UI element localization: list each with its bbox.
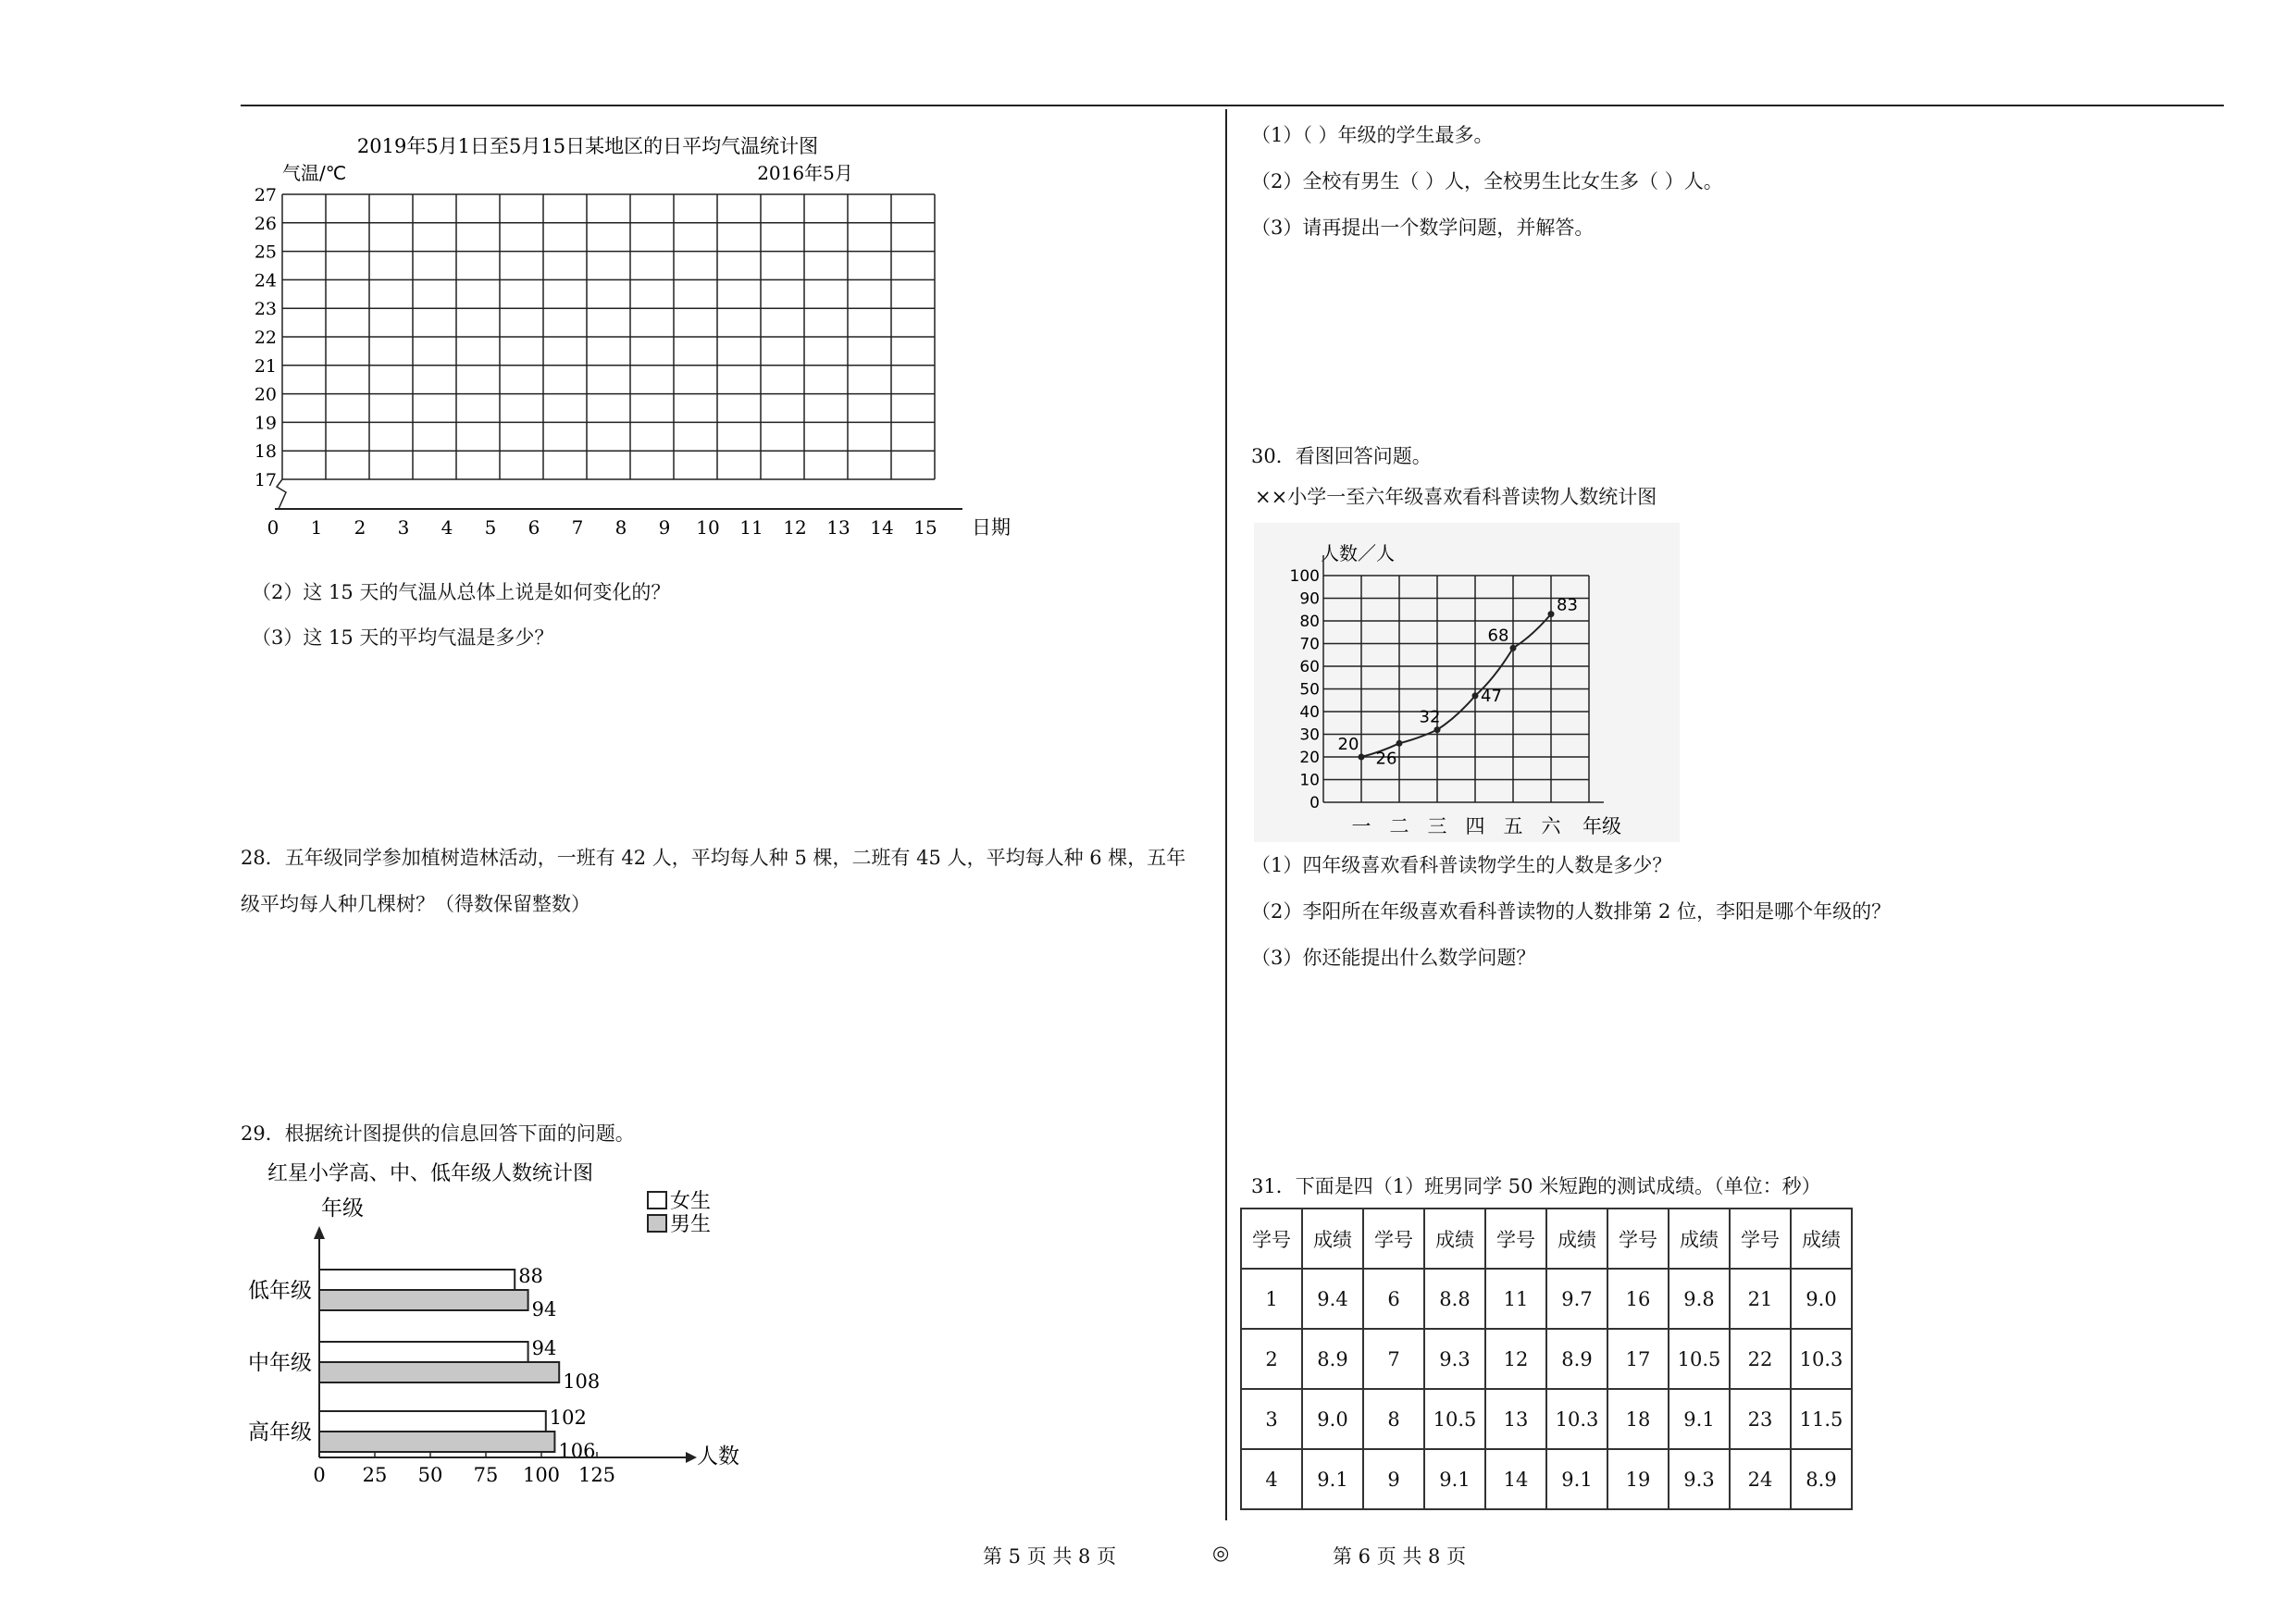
x-tick-label: 14 — [870, 516, 894, 539]
x-tick-label: 五 — [1503, 815, 1523, 837]
footer-page-right: 第 6 页 共 8 页 — [1333, 1545, 1467, 1568]
y-tick-label: 18 — [254, 441, 277, 463]
chart-xlabel: 日期 — [972, 516, 1011, 539]
y-tick-label: 90 — [1299, 589, 1320, 609]
x-tick-label: 1 — [310, 516, 323, 539]
table-cell: 9.1 — [1302, 1449, 1363, 1509]
bar-chart-title: 红星小学高、中、低年级人数统计图 — [267, 1162, 594, 1185]
table-cell: 9.3 — [1424, 1329, 1485, 1389]
y-tick-label: 27 — [254, 185, 277, 205]
table-cell: 9.0 — [1302, 1389, 1363, 1449]
table-cell: 11 — [1485, 1269, 1546, 1329]
table-cell: 4 — [1241, 1449, 1302, 1509]
table-cell: 8.9 — [1791, 1449, 1852, 1509]
x-tick-label: 15 — [913, 516, 937, 539]
y-tick-label: 22 — [254, 328, 277, 348]
bar-boys — [319, 1432, 554, 1452]
y-tick-label: 20 — [254, 384, 277, 405]
y-tick-label: 0 — [1309, 794, 1320, 812]
x-tick-label: 6 — [527, 516, 540, 539]
reading-line-chart — [1254, 523, 1680, 842]
reading-point — [1548, 611, 1555, 617]
table-cell: 23 — [1730, 1389, 1791, 1449]
q30-sub2: （2）李阳所在年级喜欢看科普读物的人数排第 2 位，李阳是哪个年级的？ — [1251, 900, 1892, 923]
footer-center-mark: ◎ — [1212, 1542, 1230, 1564]
chart-subtitle: 2016年5月 — [757, 162, 853, 184]
y-tick-labels — [254, 185, 277, 490]
table-cell: 3 — [1241, 1389, 1302, 1449]
reading-point — [1396, 740, 1403, 747]
bar-value-label: 106 — [558, 1440, 596, 1462]
y-tick-label: 26 — [254, 213, 277, 234]
q29-sub1: （1）（ ）年级的学生最多。 — [1251, 124, 1494, 146]
table-cell: 10.3 — [1791, 1329, 1852, 1389]
legend-label-girls: 女生 — [670, 1190, 712, 1213]
bar-value-label: 94 — [531, 1337, 557, 1359]
bar-chart-ylabel: 年级 — [321, 1196, 364, 1221]
reading-point — [1359, 754, 1365, 761]
q31-title: 31．下面是四（1）班男同学 50 米短跑的测试成绩。（单位：秒） — [1251, 1175, 1821, 1197]
y-tick-label: 10 — [1299, 771, 1320, 790]
header-cell: 学号 — [1363, 1209, 1424, 1269]
header-cell: 成绩 — [1424, 1209, 1485, 1269]
scores-table — [1240, 1208, 1853, 1510]
x-tick-label: 5 — [484, 516, 497, 539]
x-tick-label: 2 — [354, 516, 366, 539]
table-cell: 11.5 — [1791, 1389, 1852, 1449]
x-tick-label: 50 — [417, 1464, 443, 1486]
x-tick-label: 11 — [739, 516, 763, 539]
table-cell: 22 — [1730, 1329, 1791, 1389]
table-cell: 9.1 — [1546, 1449, 1607, 1509]
table-cell: 9.0 — [1791, 1269, 1852, 1329]
axis-break-mark — [277, 479, 286, 509]
header-cell: 成绩 — [1546, 1209, 1607, 1269]
bar-girls — [319, 1270, 515, 1290]
reading-point — [1434, 726, 1441, 733]
table-cell: 14 — [1485, 1449, 1546, 1509]
column-divider — [1225, 109, 1227, 1520]
y-tick-label: 40 — [1299, 703, 1320, 722]
q30-sub1: （1）四年级喜欢看科普读物学生的人数是多少？ — [1251, 854, 1672, 876]
reading-point — [1472, 692, 1479, 699]
x-tick-label: 3 — [397, 516, 410, 539]
reading-value-label: 26 — [1375, 749, 1397, 769]
reading-chart-ylabel: 人数／人 — [1321, 542, 1395, 564]
x-tick-label: 25 — [362, 1464, 388, 1486]
reading-value-label: 47 — [1481, 686, 1502, 706]
category-label: 低年级 — [248, 1279, 312, 1303]
x-tick-label: 13 — [826, 516, 850, 539]
top-rule — [241, 105, 2224, 106]
table-cell: 9.7 — [1546, 1269, 1607, 1329]
table-cell: 8.9 — [1302, 1329, 1363, 1389]
y-axis-arrow — [314, 1226, 325, 1239]
category-label: 中年级 — [248, 1351, 312, 1375]
y-tick-label: 23 — [254, 299, 277, 320]
reading-chart-xlabel: 年级 — [1582, 815, 1621, 837]
table-cell: 9.1 — [1424, 1449, 1485, 1509]
header-cell: 成绩 — [1669, 1209, 1730, 1269]
chart-title: 2019年5月1日至5月15日某地区的日平均气温统计图 — [356, 135, 819, 157]
x-tick-labels — [267, 516, 937, 539]
q30-sub3: （3）你还能提出什么数学问题？ — [1251, 947, 1536, 969]
legend — [648, 1190, 711, 1236]
table-cell: 1 — [1241, 1269, 1302, 1329]
y-tick-label: 50 — [1299, 680, 1320, 700]
bar-boys — [319, 1362, 559, 1382]
table-row — [1241, 1269, 1852, 1329]
y-tick-label: 25 — [254, 242, 277, 263]
q29-sub2: （2）全校有男生（ ）人，全校男生比女生多（ ）人。 — [1251, 170, 1723, 192]
y-tick-label: 21 — [254, 355, 277, 377]
table-cell: 10.5 — [1424, 1389, 1485, 1449]
x-tick-label: 4 — [441, 516, 453, 539]
header-cell: 成绩 — [1791, 1209, 1852, 1269]
table-row — [1241, 1329, 1852, 1389]
x-tick-label: 二 — [1389, 815, 1409, 837]
y-tick-label: 24 — [254, 270, 277, 291]
grade-bar-chart — [236, 1152, 754, 1494]
table-cell: 9.1 — [1669, 1389, 1730, 1449]
legend-swatch-boys — [648, 1215, 666, 1232]
header-cell: 学号 — [1607, 1209, 1669, 1269]
header-cell: 学号 — [1730, 1209, 1791, 1269]
y-tick-label: 17 — [254, 470, 277, 490]
bar-value-label: 102 — [549, 1407, 587, 1429]
table-header-row — [1241, 1209, 1852, 1269]
table-cell: 12 — [1485, 1329, 1546, 1389]
reading-chart-title: ××小学一至六年级喜欢看科普读物人数统计图 — [1255, 486, 1657, 508]
table-cell: 10.5 — [1669, 1329, 1730, 1389]
y-tick-label: 30 — [1299, 725, 1320, 745]
table-cell: 9.4 — [1302, 1269, 1363, 1329]
table-cell: 9.8 — [1669, 1269, 1730, 1329]
y-tick-label: 20 — [1299, 749, 1320, 767]
reading-value-label: 32 — [1419, 707, 1441, 727]
table-cell: 9.3 — [1669, 1449, 1730, 1509]
table-cell: 9 — [1363, 1449, 1424, 1509]
chart-ylabel: 气温/℃ — [282, 162, 347, 184]
y-tick-label: 19 — [254, 413, 277, 434]
reading-value-label: 20 — [1337, 735, 1359, 754]
q28-line1: 28．五年级同学参加植树造林活动，一班有 42 人，平均每人种 5 棵，二班有 45 人，平均每人种 6 棵，五年 — [241, 847, 1186, 869]
y-tick-label: 100 — [1289, 567, 1320, 586]
x-tick-label: 一 — [1351, 815, 1371, 837]
table-cell: 19 — [1607, 1449, 1669, 1509]
footer-page-left: 第 5 页 共 8 页 — [983, 1545, 1117, 1568]
table-row — [1241, 1449, 1852, 1509]
y-tick-label: 80 — [1299, 613, 1320, 631]
x-tick-label: 125 — [577, 1464, 616, 1486]
x-tick-label: 8 — [614, 516, 627, 539]
table-cell: 6 — [1363, 1269, 1424, 1329]
table-cell: 13 — [1485, 1389, 1546, 1449]
y-tick-label: 70 — [1299, 635, 1320, 654]
q28-line2: 级平均每人种几棵树？（得数保留整数） — [241, 893, 590, 915]
x-tick-label: 7 — [571, 516, 584, 539]
table-cell: 7 — [1363, 1329, 1424, 1389]
table-cell: 21 — [1730, 1269, 1791, 1329]
header-cell: 成绩 — [1302, 1209, 1363, 1269]
table-cell: 8 — [1363, 1389, 1424, 1449]
legend-label-boys: 男生 — [670, 1213, 712, 1236]
bar-value-label: 108 — [563, 1370, 601, 1393]
y-tick-label: 60 — [1299, 658, 1320, 676]
legend-swatch-girls — [648, 1192, 666, 1209]
x-tick-label: 三 — [1427, 815, 1447, 837]
x-tick-label: 0 — [313, 1464, 326, 1486]
bar-girls — [319, 1342, 528, 1362]
x-tick-label: 四 — [1465, 815, 1485, 837]
table-cell: 8.8 — [1424, 1269, 1485, 1329]
header-cell: 学号 — [1241, 1209, 1302, 1269]
bar-girls — [319, 1411, 546, 1432]
x-axis-arrow — [686, 1452, 697, 1463]
bar-value-label: 88 — [518, 1265, 543, 1287]
bar-boys — [319, 1290, 528, 1310]
category-label: 高年级 — [248, 1420, 312, 1444]
table-cell: 17 — [1607, 1329, 1669, 1389]
table-cell: 2 — [1241, 1329, 1302, 1389]
reading-value-label: 68 — [1487, 626, 1509, 646]
table-cell: 8.9 — [1546, 1329, 1607, 1389]
temperature-chart — [241, 130, 1036, 546]
chart-grid — [275, 194, 962, 509]
x-tick-label: 10 — [696, 516, 720, 539]
x-tick-label: 0 — [267, 516, 279, 539]
q27-sub2: （2）这 15 天的气温从总体上说是如何变化的？ — [252, 581, 671, 603]
q29-title: 29．根据统计图提供的信息回答下面的问题。 — [241, 1122, 635, 1145]
x-tick-label: 六 — [1541, 815, 1561, 837]
q27-sub3: （3）这 15 天的平均气温是多少？ — [252, 626, 554, 649]
bar-chart-xlabel: 人数 — [697, 1444, 739, 1469]
table-cell: 18 — [1607, 1389, 1669, 1449]
x-tick-label: 75 — [473, 1464, 499, 1486]
table-cell: 24 — [1730, 1449, 1791, 1509]
bar-marks — [248, 1265, 600, 1462]
table-cell: 16 — [1607, 1269, 1669, 1329]
reading-value-label: 83 — [1557, 595, 1578, 615]
table-cell: 10.3 — [1546, 1389, 1607, 1449]
x-tick-label: 12 — [783, 516, 807, 539]
q30-title: 30．看图回答问题。 — [1251, 445, 1432, 467]
header-cell: 学号 — [1485, 1209, 1546, 1269]
q29-sub3: （3）请再提出一个数学问题，并解答。 — [1251, 217, 1595, 239]
x-tick-label: 9 — [658, 516, 671, 539]
x-tick-label: 100 — [522, 1464, 561, 1486]
reading-point — [1510, 645, 1517, 651]
table-row — [1241, 1389, 1852, 1449]
bar-value-label: 94 — [531, 1298, 557, 1320]
